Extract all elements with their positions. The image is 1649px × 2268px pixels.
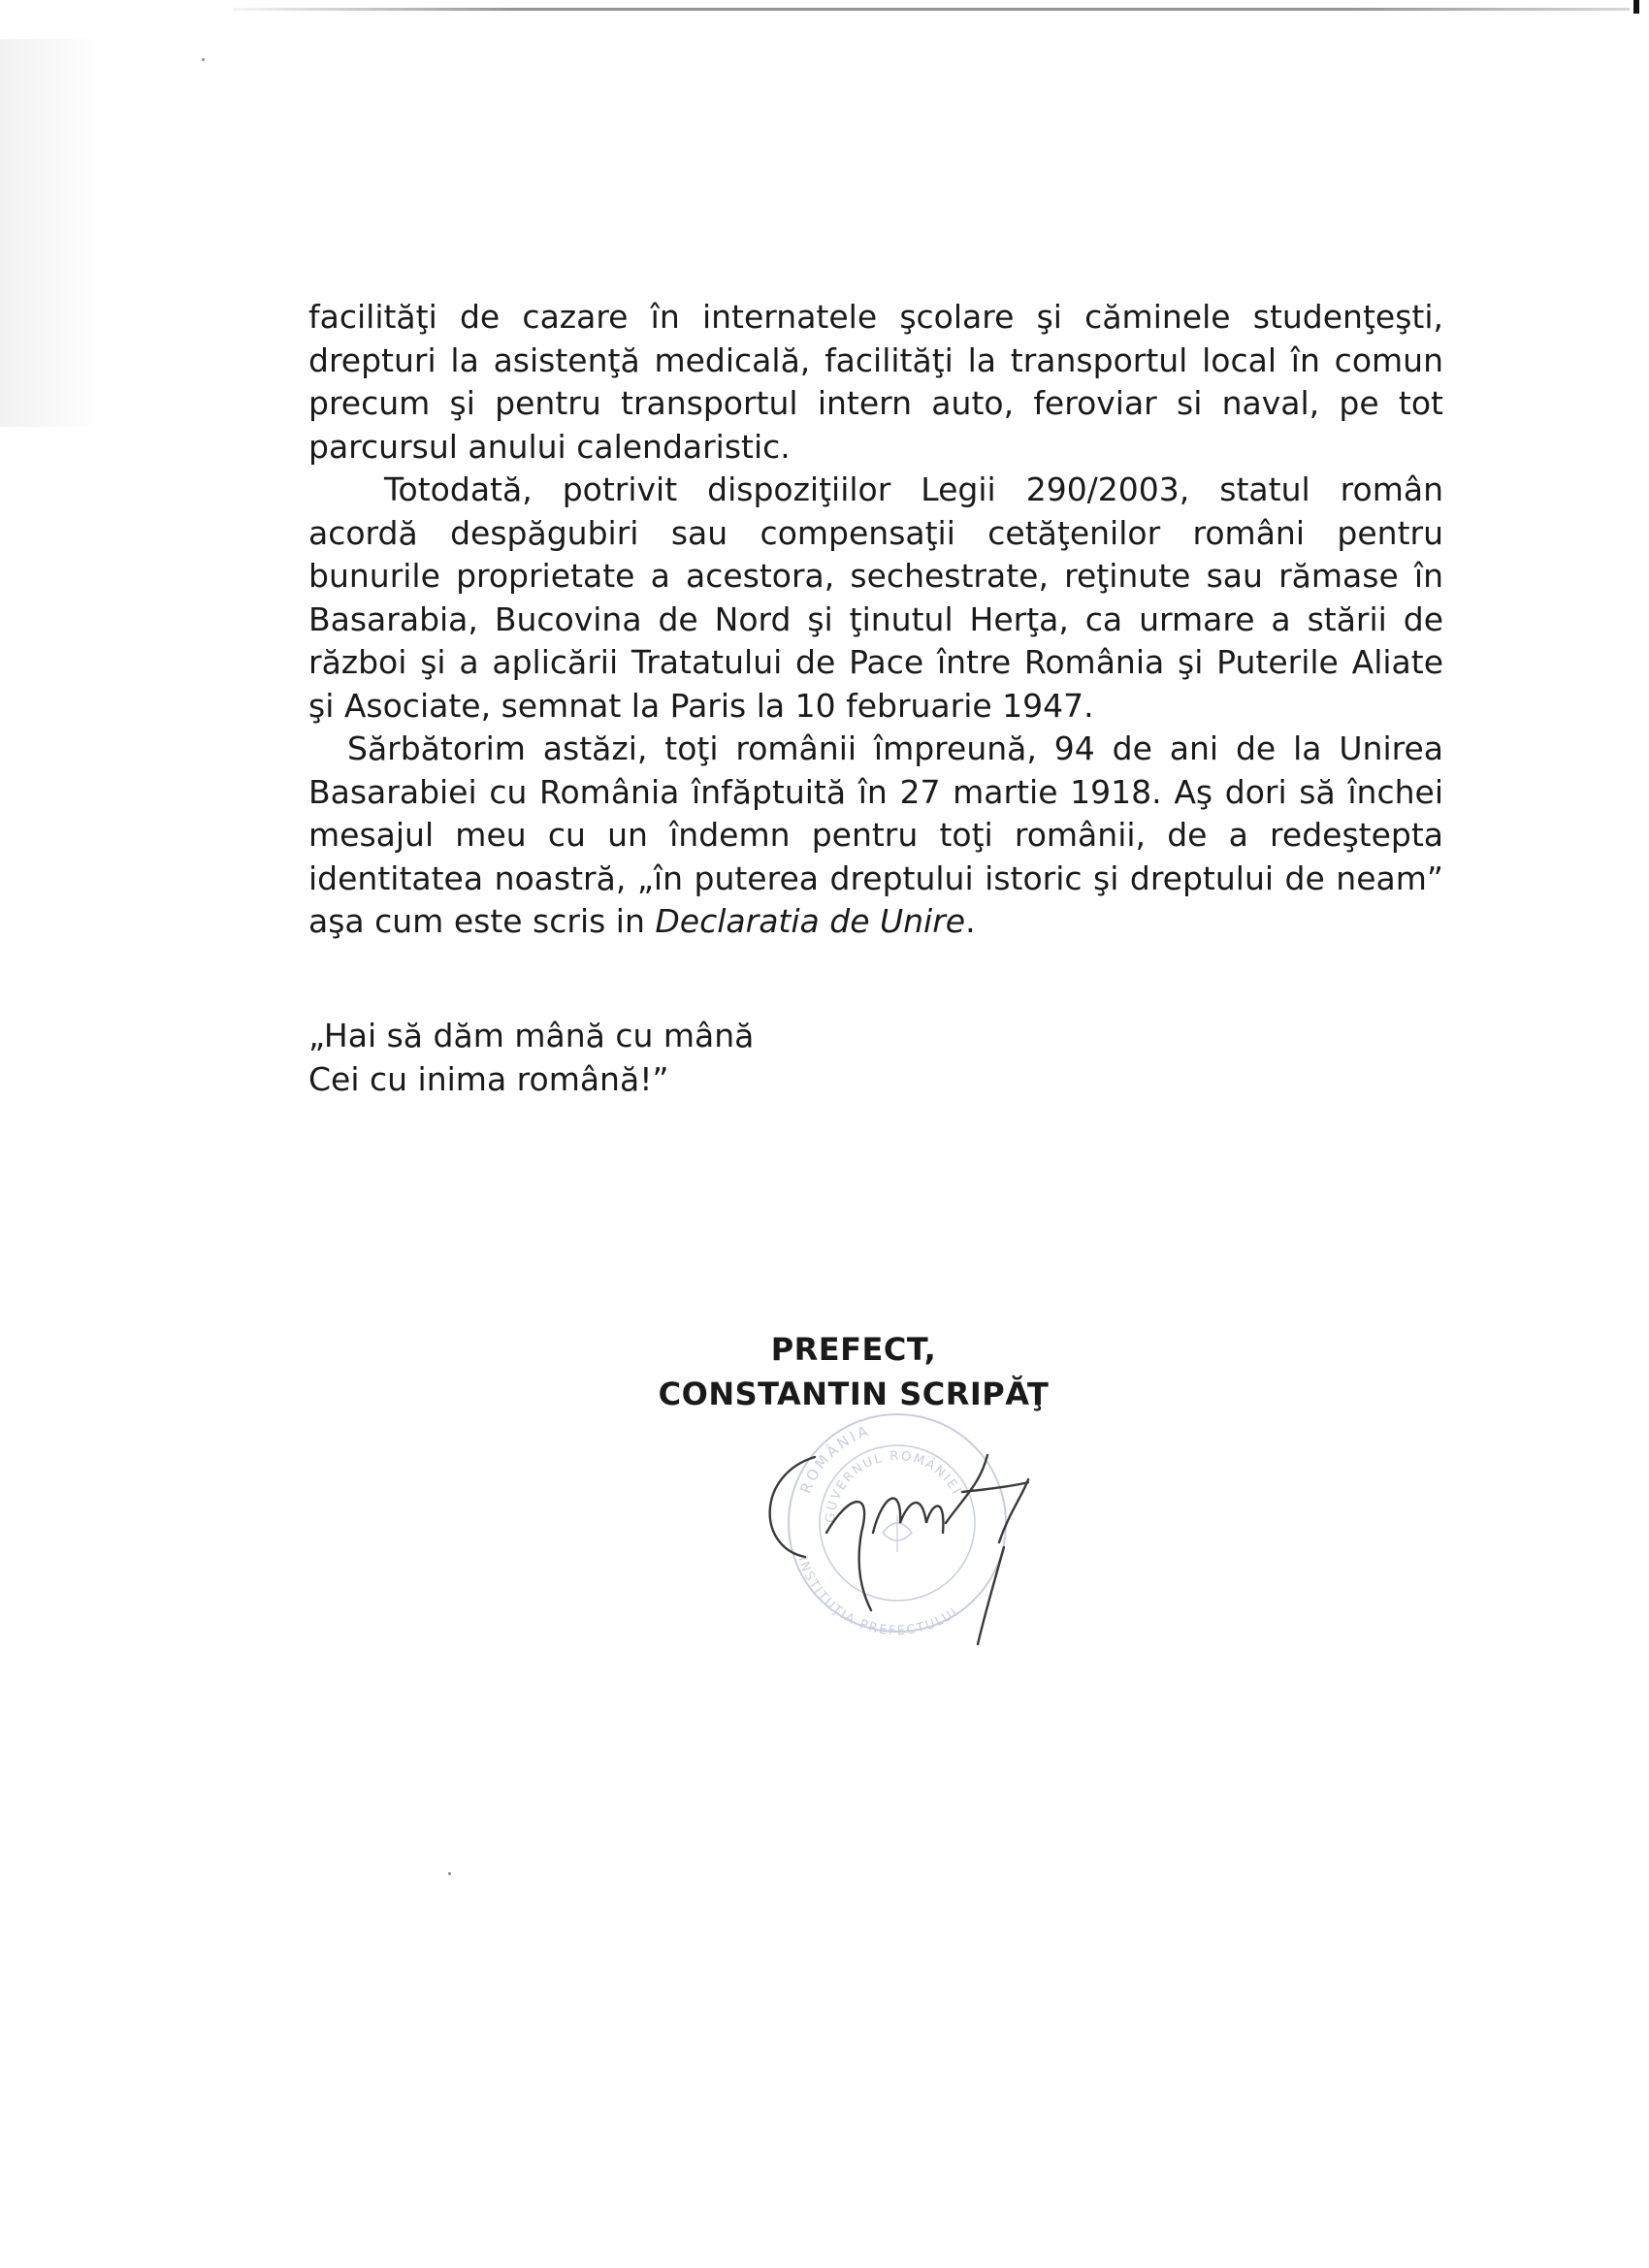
paragraph-facilities: facilităţi de cazare în internatele şcolare şi căminele studenţeşti, drepturi la asistenţă medicală, facilităţi la transportul local în comun precum şi pentru transportul intern auto, feroviar si naval, pe tot parcursul anului calendaristic. [308,298,1443,466]
stamp-outer-text: ROMÂNIA [796,1421,873,1497]
paragraph-law-290-2003: Totodată, potrivit dispoziţiilor Legii 290/2003, statul român acordă despăgubiri sau compensaţii cetăţenilor români pentru bunurile proprietate a acestora, sechestrate, reţinute sau rămase în Basarabia, Bucovina de Nord şi ţinutul Herţa, ca urmare a stării de război şi a aplicării Tratatului de Pace între România şi Puterile Aliate şi Asociate, semnat la Paris la 10 februarie 1947. [308,470,1443,725]
signatory-name: CONSTANTIN SCRIPĂŢ [658,1376,1050,1412]
letter-body [308,296,1443,944]
paragraph-anniversary-text: Sărbătorim astăzi, toţi românii împreună, 94 de ani de la Unirea Basarabiei cu România înfăptuită în 27 martie 1918. Aş dori să închei mesajul meu cu un îndemn pentru toţi românii, de a redeştepta identitatea noastră, „în puterea dreptului istoric şi dreptului de neam” aşa cum este scris in [308,729,1443,940]
paragraph-anniversary [308,728,1443,944]
scan-speck [448,1872,451,1875]
scan-edge-corner [1633,0,1639,14]
stamp-emblem-icon [883,1515,912,1552]
declaration-title: Declaratia de Unire [655,902,966,940]
scan-edge-top [233,8,1630,11]
scan-speck [202,58,205,61]
stamp-inner-text: GUVERNUL ROMÂNIEI [823,1448,964,1524]
verse-line-1: „Hai să dăm mână cu mână [308,1017,755,1054]
closing-verse [308,1015,754,1101]
stamp-and-signature [737,1387,1048,1659]
svg-text:INSTITUŢIA PREFECTULUI [794,1555,961,1638]
official-stamp [789,1414,1006,1638]
scan-edge-left [0,39,107,427]
signatory-title: PREFECT, [770,1331,937,1368]
verse-line-2: Cei cu inima română!” [308,1059,669,1098]
stamp-ring-text: INSTITUŢIA PREFECTULUI [794,1555,962,1639]
paragraph-anniversary-end: . [965,902,976,940]
